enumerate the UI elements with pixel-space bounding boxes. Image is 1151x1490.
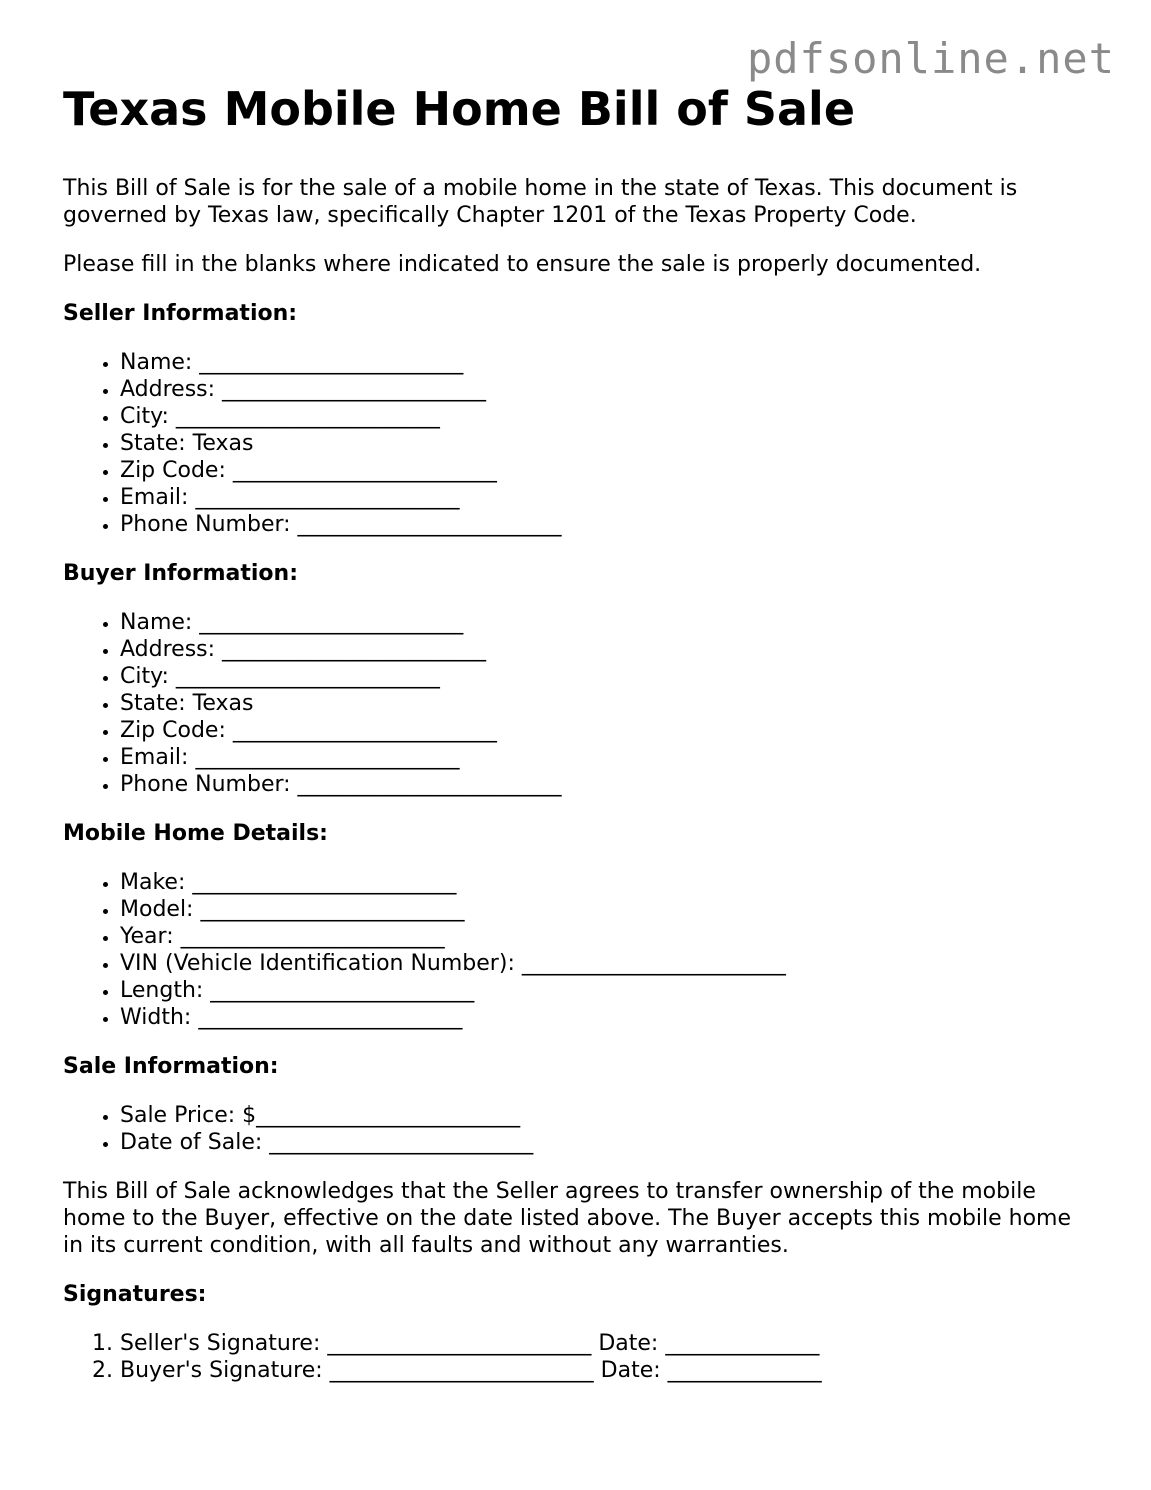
buyer-name-field: • Name: ________________________	[120, 609, 1093, 636]
seller-city-field: • City: ________________________	[120, 403, 1093, 430]
home-vin-field: • VIN (Vehicle Identification Number): ________________________	[120, 950, 1093, 977]
buyer-city-field: • City: ________________________	[120, 663, 1093, 690]
seller-heading: Seller Information:	[63, 300, 298, 326]
buyer-zip-field: • Zip Code: ________________________	[120, 717, 1093, 744]
seller-signature-line: 1. Seller's Signature: ________________________ Date: ______________	[120, 1330, 1093, 1357]
buyer-signature-line: 2. Buyer's Signature: ________________________ Date: ______________	[120, 1357, 1093, 1384]
sale-price-field: • Sale Price: $________________________	[120, 1102, 1093, 1129]
seller-phone-field: • Phone Number: ________________________	[120, 511, 1093, 538]
seller-state-field: • State: Texas	[120, 430, 1093, 457]
buyer-address-field: • Address: ________________________	[120, 636, 1093, 663]
sale-date-field: • Date of Sale: ________________________	[120, 1129, 1093, 1156]
buyer-state-field: • State: Texas	[120, 690, 1093, 717]
intro-paragraph: This Bill of Sale is for the sale of a mobile home in the state of Texas. This document is governed by Texas law, specifically Chapter 1201 of the Texas Property Code.	[63, 175, 1018, 228]
home-details-heading: Mobile Home Details:	[63, 820, 328, 846]
document-page	[63, 84, 1093, 1406]
seller-name-field: • Name: ________________________	[120, 349, 1093, 376]
home-model-field: • Model: ________________________	[120, 896, 1093, 923]
home-year-field: • Year: ________________________	[120, 923, 1093, 950]
seller-address-field: • Address: ________________________	[120, 376, 1093, 403]
watermark: pdfsonline.net	[746, 34, 1115, 83]
buyer-heading: Buyer Information:	[63, 560, 298, 586]
buyer-email-field: • Email: ________________________	[120, 744, 1093, 771]
home-width-field: • Width: ________________________	[120, 1004, 1093, 1031]
home-details-list	[63, 869, 1093, 1031]
sale-info-list	[63, 1102, 1093, 1156]
document-title: Texas Mobile Home Bill of Sale	[63, 82, 856, 136]
buyer-phone-field: • Phone Number: ________________________	[120, 771, 1093, 798]
instructions-paragraph: Please fill in the blanks where indicated to ensure the sale is properly documented.	[63, 251, 982, 277]
acknowledgment-paragraph: This Bill of Sale acknowledges that the Seller agrees to transfer ownership of the mobile home to the Buyer, effective on the date listed above. The Buyer accepts this mobile home in its current condition, with all faults and without any warranties.	[63, 1178, 1072, 1258]
home-length-field: • Length: ________________________	[120, 977, 1093, 1004]
home-make-field: • Make: ________________________	[120, 869, 1093, 896]
seller-email-field: • Email: ________________________	[120, 484, 1093, 511]
sale-info-heading: Sale Information:	[63, 1053, 279, 1079]
buyer-fields-list	[63, 609, 1093, 798]
signatures-heading: Signatures:	[63, 1281, 207, 1307]
seller-zip-field: • Zip Code: ________________________	[120, 457, 1093, 484]
signatures-list	[63, 1330, 1093, 1384]
seller-fields-list	[63, 349, 1093, 538]
